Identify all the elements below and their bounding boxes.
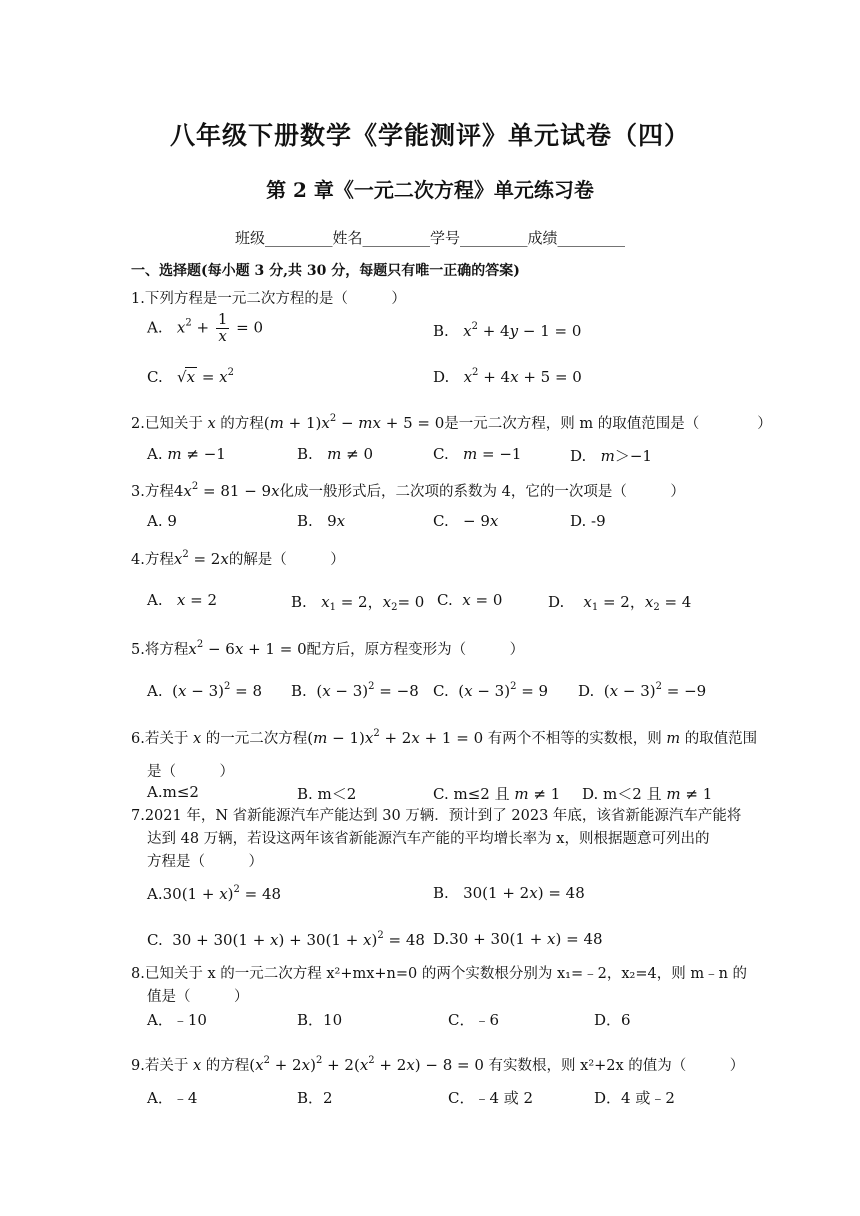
q6-option-b: B. m＜2 xyxy=(297,785,357,803)
q2-option-c: C. m = −1 xyxy=(433,445,522,463)
q9-option-a: A．﹣4 xyxy=(147,1089,198,1107)
q3-stem: 3.方程$4x^2 = 81 - 9x$化成一般形式后，二次项的系数为 4，它的一次项是（ ） xyxy=(131,481,685,500)
q4-option-c: C. x = 0 xyxy=(437,591,503,609)
q6-option-a: A.m≤2 xyxy=(147,783,199,801)
q5-option-c: C. $(x - 3)^2 = 9$ xyxy=(433,681,549,700)
q7-option-b: B. 30(1 + 2x) = 48 xyxy=(433,884,585,902)
q7-option-c: C. $30 + 30(1 + x) + 30(1 + x)^2 = 48$ xyxy=(147,930,425,949)
q4-option-b: B. $x_1 = 2$，$x_2= 0$ xyxy=(291,593,425,613)
q5-option-a: A. $(x - 3)^2 = 8$ xyxy=(147,681,262,700)
q7-stem-line1: 7.2021 年，N 省新能源汽车产能达到 30 万辆．预计到了 2023 年底，该省新能源汽车产能将 xyxy=(131,808,742,824)
q9-option-c: C．﹣4 或 2 xyxy=(448,1089,534,1107)
chapter-subtitle: 第 2 章《一元二次方程》单元练习卷 xyxy=(266,178,594,202)
q1-option-d: D. $x^2 + 4x + 5 = 0$ xyxy=(433,367,582,386)
q6-option-d: D. m＜2 且 m ≠ 1 xyxy=(582,785,713,803)
q7-option-a: $A.30(1 + x)^2 = 48$ xyxy=(147,884,282,903)
q9-option-b: B．2 xyxy=(297,1089,333,1107)
q2-option-b: B. m ≠ 0 xyxy=(297,445,373,463)
q7-stem-line2: 达到 48 万辆，若设这两年该省新能源汽车产能的平均增长率为 x，则根据题意可列出的 xyxy=(147,831,710,847)
q8-stem-line2: 值是（ ） xyxy=(147,989,249,1005)
q6-stem: 6.若关于 x 的一元二次方程$(m - 1)x^2 + 2x + 1 = 0$ 有两个不相等的实数根，则 m 的取值范围 xyxy=(131,728,758,747)
q3-option-c: C. − 9x xyxy=(433,512,499,530)
q5-option-b: B. $(x - 3)^2 = -8$ xyxy=(291,681,419,700)
q8-option-d: D．6 xyxy=(594,1011,631,1029)
q1-stem: 1.下列方程是一元二次方程的是（ ） xyxy=(131,291,406,307)
student-info-line: 班级_________姓名_________学号_________成绩_________ xyxy=(234,229,625,247)
q9-option-d: D．4 或﹣2 xyxy=(594,1089,675,1107)
q1-option-c: C. $√x = x^2$ xyxy=(147,367,234,386)
q3-option-b: B. 9x xyxy=(297,512,346,530)
q4-option-a: A. x = 2 xyxy=(147,591,218,609)
q2-option-d: D. m＞−1 xyxy=(570,447,652,465)
q3-option-d: D. -9 xyxy=(570,512,606,530)
q9-stem: 9.若关于 x 的方程$(x^2 + 2x)^2 + 2(x^2 + 2x) - 8 = 0$ 有实数根，则 x²+2x 的值为（ ） xyxy=(131,1055,745,1074)
q5-stem: 5.将方程$x^2 - 6x + 1 = 0$配方后，原方程变形为（ ） xyxy=(131,639,525,658)
q5-option-d: D. $(x - 3)^2 = -9$ xyxy=(578,681,707,700)
q4-option-d: D. $x_1 = 2$，$x_2 = 4$ xyxy=(548,593,692,613)
section-heading: 一、选择题(每小题 3 分,共 30 分，每题只有唯一正确的答案) xyxy=(131,263,520,279)
page-title: 八年级下册数学《学能测评》单元试卷（四） xyxy=(169,121,690,150)
q8-option-a: A．﹣10 xyxy=(147,1011,207,1029)
q8-option-c: C．﹣6 xyxy=(448,1011,500,1029)
q7-option-d: D.30 + 30(1 + x) = 48 xyxy=(433,930,603,948)
q6-option-c: C. m≤2 且 m ≠ 1 xyxy=(433,785,561,803)
q8-stem-line1: 8.已知关于 x 的一元二次方程 x²+mx+n=0 的两个实数根分别为 x₁=﹣2，x₂=4，则 m﹣n 的 xyxy=(131,966,748,982)
q8-option-b: B．10 xyxy=(297,1011,343,1029)
q2-stem: 2.已知关于 x 的方程$(m + 1)x^2$ − mx + 5 = 0是一元二次方程，则 m 的取值范围是（ ） xyxy=(131,413,772,432)
q3-option-a: A. 9 xyxy=(147,512,177,530)
q1-option-a: A. $x^2$ + $\frac{1}{x}$ = 0 xyxy=(147,310,264,345)
q6-stem-line2: 是（ ） xyxy=(147,764,234,780)
q7-stem-line3: 方程是（ ） xyxy=(147,854,263,870)
q1-option-b: B. $x^2 + 4y - 1 = 0$ xyxy=(433,321,582,340)
q2-option-a: A. m ≠ −1 xyxy=(147,445,226,463)
q4-stem: 4.方程$x^2 = 2x$的解是（ ） xyxy=(131,549,345,568)
